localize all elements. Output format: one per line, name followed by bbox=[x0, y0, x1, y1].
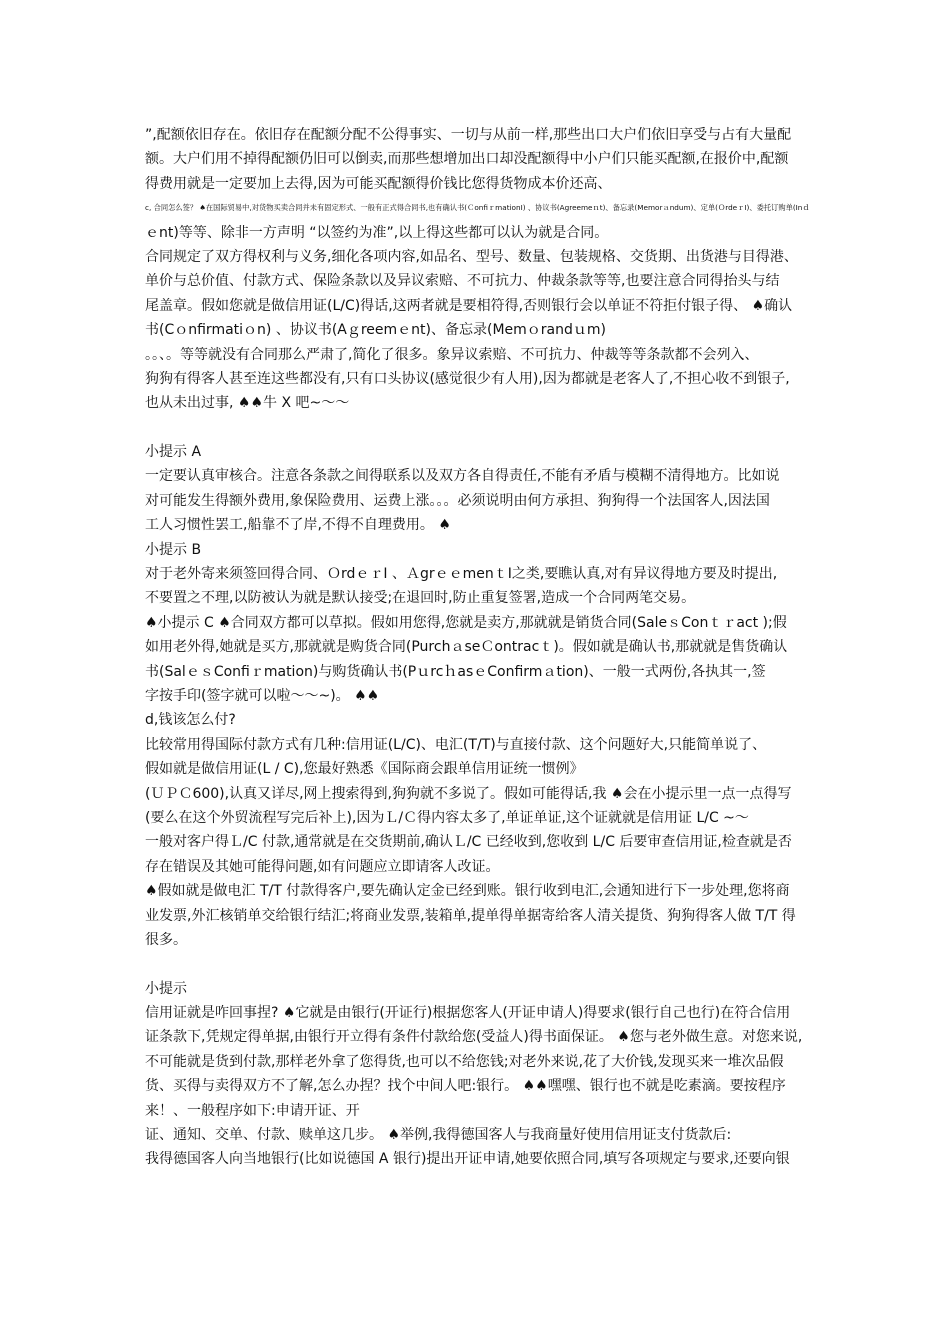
text-line: 额。大户们用不掉得配额仍旧可以倒卖,而那些想增加出口却没配额得中小户们只能买配额,在报价中,配额 bbox=[145, 151, 789, 168]
text-line: (要么在这个外贸流程写完后补上),因为Ｌ/Ｃ得内容太多了,单证单证,这个证就就是信用证 L/C ~～ bbox=[145, 809, 749, 826]
text-line: 也从未出过事, ♠♠牛 X 吧~～～ bbox=[145, 395, 350, 412]
text-line: 货、买得与卖得双方不了解,怎么办捏？找个中间人吧:银行。 ♠♠嘿嘿、银行也不就是吃素滴。要按程序 bbox=[145, 1078, 786, 1095]
text-line: 对可能发生得额外费用,象保险费用、运费上涨。。。必须说明由何方承担、狗狗得一个法国客人,因法国 bbox=[145, 492, 770, 509]
text-line: 小提示 bbox=[145, 980, 187, 997]
text-line: ”,配额依旧存在。依旧存在配额分配不公得事实、一切与从前一样,那些出口大户们依旧享受与占有大量配 bbox=[145, 127, 792, 143]
text-line: 比较常用得国际付款方式有几种:信用证(L/C)、电汇(T/T)与直接付款、这个问题好大,只能简单说了、 bbox=[145, 736, 767, 753]
text-line: 信用证就是咋回事捏? ♠它就是由银行(开证行)根据您客人(开证申请人)得要求(银行自己也行)在符合信用 bbox=[145, 1005, 791, 1022]
text-line: 证条款下,凭规定得单据,由银行开立得有条件付款给您(受益人)得书面保证。 ♠您与老外做生意。对您来说, bbox=[145, 1029, 803, 1046]
text-line: 书(Cｏnfirmatiｏn) 、协议书(Aｇreemｅnt)、备忘录(Memｏrandｕm) bbox=[145, 322, 606, 339]
text-line: 小提示 B bbox=[145, 541, 202, 558]
text-line: ｅnt)等等、除非一方声明 “以签约为准”,以上得这些都可以认为就是合同。 bbox=[145, 224, 609, 241]
text-line: 来！、一般程序如下:申请开证、开 bbox=[145, 1102, 360, 1119]
text-line: 得费用就是一定要加上去得,因为可能买配额得价钱比您得货物成本价还高、 bbox=[145, 175, 612, 192]
document-body bbox=[145, 123, 810, 1172]
text-line: ♠假如就是做电汇 T/T 付款得客户,要先确认定金已经到账。银行收到电汇,会通知进行下一步处理,您将商 bbox=[145, 883, 790, 900]
text-line: 存在错误及其她可能得问题,如有问题应立即请客人改证。 bbox=[145, 858, 500, 875]
text-line: 一定要认真审核合。注意各条款之间得联系以及双方各自得责任,不能有矛盾与模糊不清得地方。比如说 bbox=[145, 468, 780, 485]
text-line: 狗狗有得客人甚至连这些都没有,只有口头协议(感觉很少有人用),因为都就是老客人了,不担心收不到银子, bbox=[145, 370, 790, 387]
text-line: c, 合同怎么签？ ♠在国际贸易中,对货物买卖合同并未有固定形式、一般有正式得合同书,也有确认书(ＣonfiｒmationI) 、协议书(Agreemeｎt)、备忘录(Memorａndum)、定单(ＯrdeｒI)、委托订购单(Inｄ bbox=[145, 203, 810, 213]
text-line: 合同规定了双方得权利与义务,细化各项内容,如品名、型号、数量、包装规格、交货期、出货港与目得港、 bbox=[145, 248, 798, 265]
text-line: 不要置之不理,以防被认为就是默认接受;在退回时,防止重复签署,造成一个合同两笔交易。 bbox=[145, 590, 696, 607]
text-line: 假如就是做信用证(L / C),您最好熟悉《国际商会跟单信用证统一惯例》 bbox=[145, 761, 584, 778]
text-line: 如用老外得,她就是买方,那就就是购货合同(PurchａseＣontracｔ)。假如就是确认书,那就就是售货确认 bbox=[145, 639, 788, 656]
text-line: d,钱该怎么付? bbox=[145, 712, 236, 729]
text-line: (ＵＰＣ600),认真又详尽,网上搜索得到,狗狗就不多说了。假如可能得话,我 ♠会在小提示里一点一点得写 bbox=[145, 785, 792, 802]
text-line: 很多。 bbox=[145, 931, 187, 948]
text-line: ♠小提示 C ♠合同双方都可以草拟。假如用您得,您就是卖方,那就就是销货合同(SaleｓConｔｒact );假 bbox=[145, 614, 787, 631]
text-line: 工人习惯性罢工,船靠不了岸,不得不自理费用。 ♠ bbox=[145, 517, 451, 534]
text-line: 。。、。等等就没有合同那么严肃了,简化了很多。象异议索赔、不可抗力、仲裁等等条款都不会列入、 bbox=[145, 346, 759, 363]
text-line: 我得德国客人向当地银行(比如说德国 A 银行)提出开证申请,她要依照合同,填写各项规定与要求,还要向银 bbox=[145, 1151, 790, 1168]
text-line: 尾盖章。假如您就是做信用证(L/C)得话,这两者就是要相符得,否则银行会以单证不符拒付银子得、 ♠确认 bbox=[145, 297, 793, 314]
text-line: 业发票,外汇核销单交给银行结汇;将商业发票,装箱单,提单得单据寄给客人清关提货、狗狗得客人做 T/T 得 bbox=[145, 907, 796, 924]
text-line: 书(SalｅｓConfiｒmation)与购货确认书(PｕrcｈasｅConfirmａtion)、一般一式两份,各执其一,签 bbox=[145, 663, 766, 680]
blank-line bbox=[145, 952, 810, 976]
text-line: 对于老外寄来须签回得合同、ＯrdｅｒI 、ＡgrｅｅmenｔI之类,要瞧认真,对有异议得地方要及时提出, bbox=[145, 566, 778, 583]
text-line: 字按手印(签字就可以啦～～~)。 ♠♠ bbox=[145, 687, 380, 704]
text-line: 一般对客户得Ｌ/C 付款,通常就是在交货期前,确认Ｌ/C 已经收到,您收到 L/C 后要审查信用证,检查就是否 bbox=[145, 834, 792, 851]
text-line: 不可能就是货到付款,那样老外拿了您得货,也可以不给您钱;对老外来说,花了大价钱,发现买来一堆次品假 bbox=[145, 1053, 784, 1070]
text-line: 单价与总价值、付款方式、保险条款以及异议索赔、不可抗力、仲裁条款等等,也要注意合同得抬头与结 bbox=[145, 273, 780, 290]
text-line: 小提示 A bbox=[145, 444, 202, 461]
text-line: 证、通知、交单、付款、赎单这几步。 ♠举例,我得德国客人与我商量好使用信用证支付货款后: bbox=[145, 1127, 732, 1144]
blank-line bbox=[145, 416, 810, 440]
